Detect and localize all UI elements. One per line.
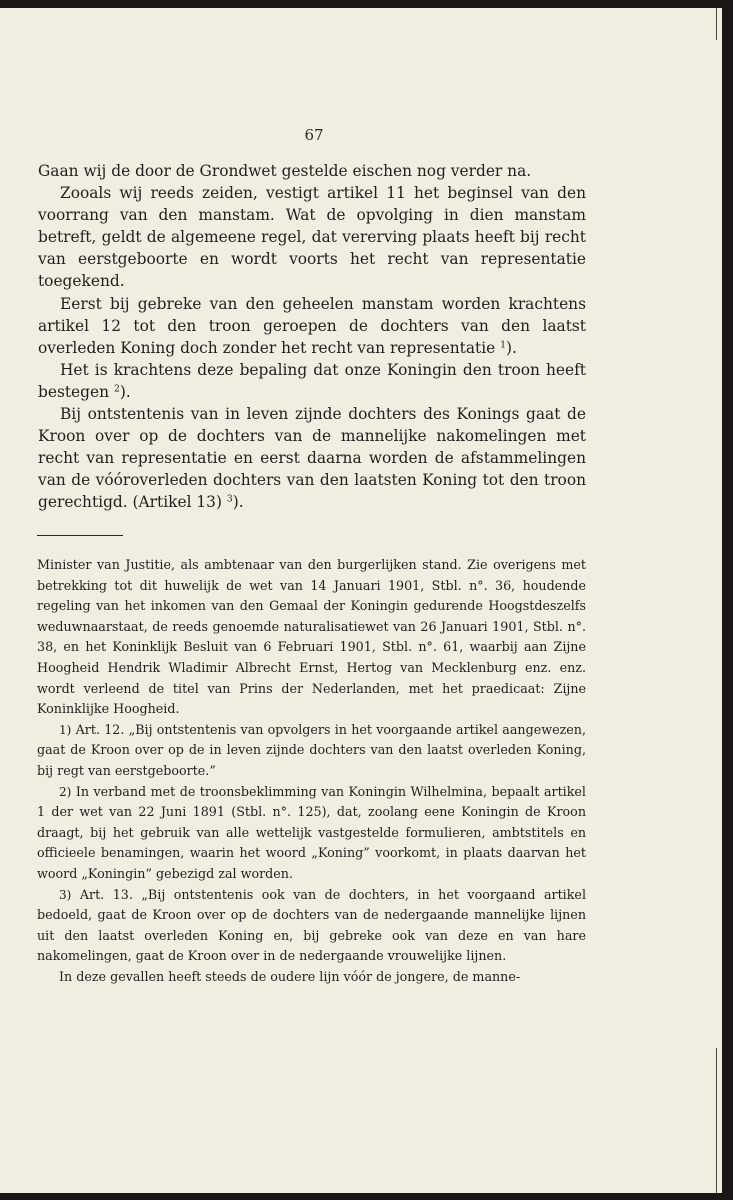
book-page [0,8,722,1193]
footnote-marker: 2) [59,784,72,799]
footnote: In deze gevallen heeft steeds de oudere lijn vóór de jongere, de manne- [59,968,521,984]
footnote-reference: 2 [113,383,120,395]
paragraph: Zooals wij reeds zeiden, vestigt artikel 11 het beginsel van den voorrang van den manstam. Wat de opvolging in dien manstam betreft, geldt de algemeene regel, dat vererving plaats heeft bij recht van eerstgeboorte en wordt voorts het recht van representatie toegekend. [38,184,586,291]
footnote: 2) In verband met de troonsbeklimming van Koningin Wilhelmina, bepaalt artikel 1 der wet van 22 Juni 1891 (Stbl. n°. 125), dat, zoolang eene Koningin de Kroon draagt, bij het gebruik van alle wettelijk vastgestelde formulieren, ambtstitels en officieele benamingen, waarin het woord „Koning” voorkomt, in plaats daarvan het woord „Koningin” gebezigd zal worden. [37,783,586,881]
page-edge-mark [716,8,717,40]
footnote-reference: 1 [500,339,507,351]
paragraph: Gaan wij de door de Grondwet gestelde eischen nog verder na. [38,162,532,180]
footnote-marker: 3) [59,887,72,902]
paragraph: Eerst bij gebreke van den geheelen manstam worden krachtens artikel 12 tot den troon geroepen de dochters van den laatst overleden Koning doch zonder het recht van representatie $^1$). [38,294,586,357]
page-edge-mark [716,1048,717,1193]
page-number: 67 [304,126,324,144]
main-text [38,160,586,514]
paragraph: Bij ontstentenis van in leven zijnde dochters des Konings gaat de Kroon over op de dochters van de mannelijke nakomelingen met recht van representatie en eerst daarna worden de afstammelingen van de vóóroverleden dochters van den laatsten Koning tot den troon gerechtigd. (Artikel 13) $^3$). [38,405,586,512]
footnote-separator [37,535,123,536]
footnote-reference: 3 [226,493,233,505]
footnote: 1) Art. 12. „Bij ontstentenis van opvolgers in het voorgaande artikel aangewezen, gaat de Kroon over op de in leven zijnde dochters van den laatst overleden Koning, bij regt van eerstgeboorte.” [37,721,586,778]
footnote-marker: 1) [59,722,72,737]
paragraph: Het is krachtens deze bepaling dat onze Koningin den troon heeft bestegen $^2$). [38,360,586,401]
footnotes [37,555,586,987]
footnote: 3) Art. 13. „Bij ontstentenis ook van de dochters, in het voorgaand artikel bedoeld, gaat de Kroon over op de dochters van de nedergaande mannelijke lijnen uit den laatst overleden Koning en, bij gebreke ook van deze en van hare nakomelingen, gaat de Kroon over in de nedergaande vrouwelijke lijnen. [37,886,586,964]
footnote: Minister van Justitie, als ambtenaar van den burgerlijken stand. Zie overigens met betrekking tot dit huwelijk de wet van 14 Januari 1901, Stbl. n°. 36, houdende regeling van het inkomen van den Gemaal der Koningin gedurende Hoogstdeszelfs weduwnaarstaat, de reeds genoemde naturalisatiewet van 26 Januari 1901, Stbl. n°. 38, en het Koninklijk Besluit van 6 Februari 1901, Stbl. n°. 61, waarbij aan Zijne Hoogheid Hendrik Wladimir Albrecht Ernst, Hertog van Mecklenburg enz. enz. wordt verleend de titel van Prins der Nederlanden, met het praedicaat: Zijne Koninklijke Hoogheid. [37,557,586,717]
